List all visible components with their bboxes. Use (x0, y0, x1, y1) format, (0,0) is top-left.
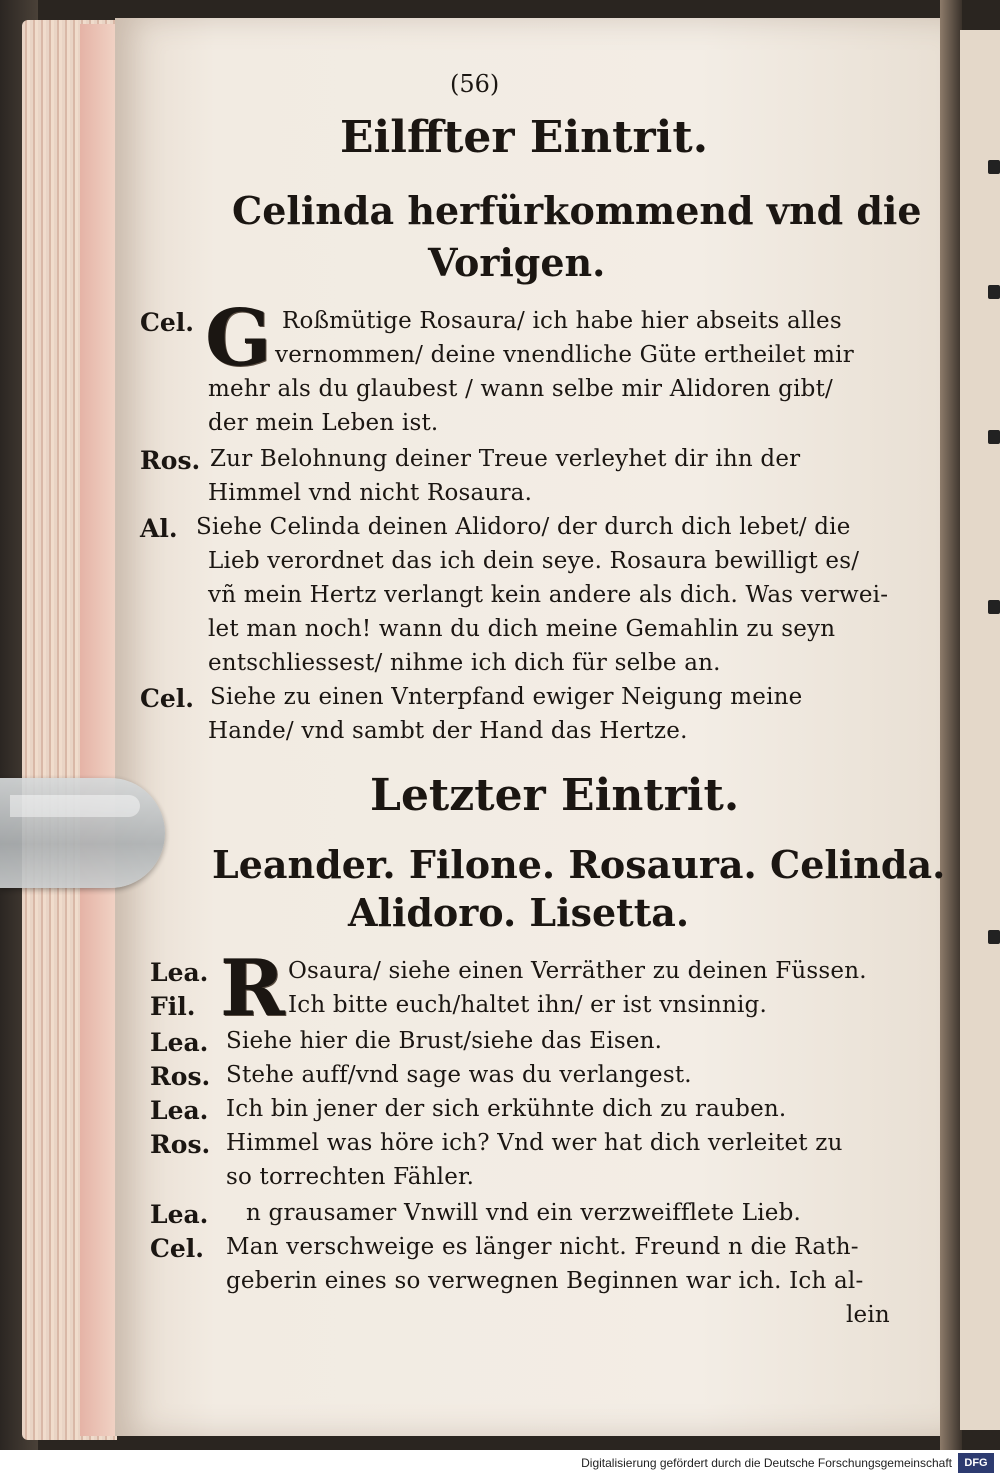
scene-characters: Vorigen. (428, 240, 606, 285)
next-page-ink-mark (988, 930, 1000, 944)
digitization-credit: Digitalisierung gefördert durch die Deutsche Forschungsgemeinschaft (581, 1456, 952, 1470)
speech-line: geberin eines so verwegnen Beginnen war ich. Ich al- (226, 1268, 864, 1294)
speech-line: vñ mein Hertz verlangt kein andere als dich. Was verwei- (208, 582, 889, 608)
speaker-label: Fil. (150, 992, 196, 1021)
scene-characters: Celinda herfürkommend vnd die (232, 188, 922, 233)
speech-line: vernommen/ deine vnendliche Güte ertheilet mir (275, 342, 854, 368)
credit-bar (0, 1450, 1000, 1477)
speech-line: Stehe auff/vnd sage was du verlangest. (226, 1062, 692, 1088)
speaker-label: Ros. (140, 446, 201, 475)
speech-line: so torrechten Fähler. (226, 1164, 475, 1190)
drop-cap-initial: R (220, 943, 285, 1034)
speech-line: Siehe hier die Brust/siehe das Eisen. (226, 1028, 663, 1054)
speech-line: Siehe Celinda deinen Alidoro/ der durch dich lebet/ die (196, 514, 851, 540)
catchword: lein (846, 1302, 890, 1328)
speaker-label: Cel. (150, 1234, 205, 1263)
speech-line: Man verschweige es länger nicht. Freund n die Rath- (226, 1234, 859, 1260)
drop-cap-initial: G (205, 293, 272, 384)
scene-characters: Leander. Filone. Rosaura. Celinda. (212, 842, 946, 887)
speech-line: Ich bitte euch/haltet ihn/ er ist vnsinnig. (288, 992, 767, 1018)
speech-line: Zur Belohnung deiner Treue verleyhet dir ihn der (210, 446, 801, 472)
speech-line: let man noch! wann du dich meine Gemahlin zu seyn (208, 616, 836, 642)
next-page-ink-mark (988, 160, 1000, 174)
speech-line: Hande/ vnd sambt der Hand das Hertze. (208, 718, 688, 744)
speaker-label: Lea. (150, 1028, 209, 1057)
dfg-logo-icon: DFG (958, 1453, 994, 1473)
speech-line: n grausamer Vnwill vnd ein verzweifflete Lieb. (246, 1200, 802, 1226)
next-page-ink-mark (988, 430, 1000, 444)
speaker-label: Lea. (150, 1200, 209, 1229)
speech-line: Roßmütige Rosaura/ ich habe hier abseits alles (282, 308, 842, 334)
next-page-ink-mark (988, 600, 1000, 614)
speaker-label: Cel. (140, 684, 195, 713)
book-gutter (940, 0, 962, 1450)
speech-line: Himmel vnd nicht Rosaura. (208, 480, 533, 506)
speech-line: der mein Leben ist. (208, 410, 439, 436)
speech-line: Ich bin jener der sich erkühnte dich zu rauben. (226, 1096, 787, 1122)
scene-characters: Alidoro. Lisetta. (348, 890, 690, 935)
page-number: (56) (450, 70, 500, 98)
speaker-label: Ros. (150, 1130, 211, 1159)
page-stack-pink-edge (80, 24, 120, 1436)
speech-line: Lieb verordnet das ich dein seye. Rosaura bewilligt es/ (208, 548, 860, 574)
scene-title: Letzter Eintrit. (370, 770, 740, 821)
next-page-ink-mark (988, 285, 1000, 299)
next-page-edge (960, 30, 1000, 1430)
speaker-label: Lea. (150, 1096, 209, 1125)
speech-line: entschliessest/ nihme ich dich für selbe an. (208, 650, 721, 676)
speaker-label: Lea. (150, 958, 209, 987)
scene-title: Eilffter Eintrit. (340, 112, 709, 163)
speaker-label: Cel. (140, 308, 195, 337)
speech-line: Siehe zu einen Vnterpfand ewiger Neigung meine (210, 684, 803, 710)
speech-line: mehr als du glaubest / wann selbe mir Alidoren gibt/ (208, 376, 833, 402)
speech-line: Osaura/ siehe einen Verräther zu deinen Füssen. (288, 958, 867, 984)
speaker-label: Al. (140, 514, 178, 543)
speech-line: Himmel was höre ich? Vnd wer hat dich verleitet zu (226, 1130, 843, 1156)
page-clip-highlight (10, 795, 140, 817)
speaker-label: Ros. (150, 1062, 211, 1091)
